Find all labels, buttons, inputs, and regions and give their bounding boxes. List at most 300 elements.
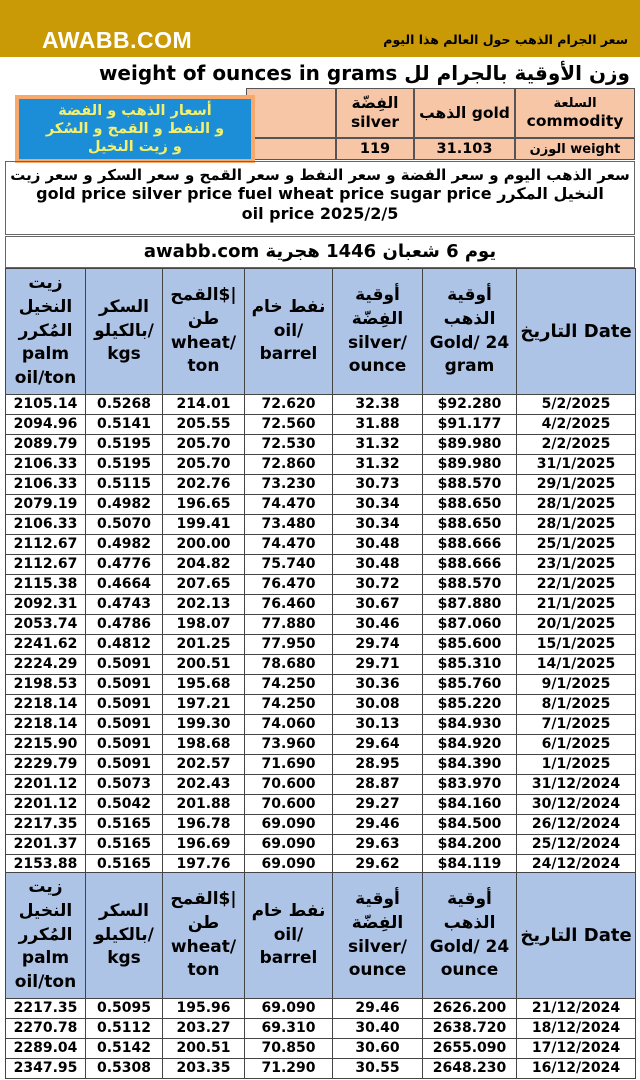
hijri-date-line: يوم 6 شعبان 1446 هجرية awabb.com [5, 236, 635, 268]
table-row [6, 615, 636, 635]
column-header-line: الفِضّة [351, 308, 404, 329]
cell-silver: 29.64 [333, 735, 423, 755]
cell-sugar: 0.5095 [86, 999, 163, 1019]
cell-gold: $89.980 [423, 435, 517, 455]
column-header-line: المُكرر [18, 924, 73, 945]
cell-wheat: 199.41 [163, 515, 245, 535]
cell-date: 15/1/2025 [517, 635, 636, 655]
cell-sugar: 0.5091 [86, 675, 163, 695]
cell-sugar: 0.5308 [86, 1059, 163, 1079]
cell-silver: 30.34 [333, 495, 423, 515]
cell-sugar: 0.5070 [86, 515, 163, 535]
column-header-oil [245, 269, 333, 395]
cell-gold: 2638.720 [423, 1019, 517, 1039]
cell-palm-oil: 2112.67 [6, 555, 86, 575]
column-header-line: kgs [107, 948, 141, 969]
cell-wheat: 201.25 [163, 635, 245, 655]
cell-sugar: 0.4786 [86, 615, 163, 635]
cell-sugar: 0.5165 [86, 855, 163, 875]
cell-palm-oil: 2217.35 [6, 999, 86, 1019]
silver-header-cell [336, 88, 414, 138]
cell-gold: $91.177 [423, 415, 517, 435]
cell-sugar: 0.5091 [86, 655, 163, 675]
empty-value-cell [246, 138, 336, 160]
column-header-line: أوقية [355, 284, 400, 305]
cell-sugar: 0.5115 [86, 475, 163, 495]
cell-date: 31/12/2024 [517, 775, 636, 795]
cell-gold: $88.650 [423, 515, 517, 535]
cell-date: 17/12/2024 [517, 1039, 636, 1059]
cell-palm-oil: 2053.74 [6, 615, 86, 635]
cell-oil: 74.470 [245, 495, 333, 515]
cell-oil: 71.290 [245, 1059, 333, 1079]
cell-oil: 69.090 [245, 815, 333, 835]
cell-date: 7/1/2025 [517, 715, 636, 735]
column-header-line: barrel [259, 344, 318, 365]
column-header-line: السكر [99, 296, 149, 317]
table-row [6, 1059, 636, 1079]
column-header-line: palm [21, 948, 70, 969]
cell-silver: 31.32 [333, 455, 423, 475]
cell-sugar: 0.4664 [86, 575, 163, 595]
cell-wheat: 196.65 [163, 495, 245, 515]
cell-palm-oil: 2079.19 [6, 495, 86, 515]
cell-sugar: 0.5165 [86, 815, 163, 835]
cell-date: 5/2/2025 [517, 395, 636, 415]
cell-date: 25/1/2025 [517, 535, 636, 555]
table-row [6, 595, 636, 615]
column-header-line: oil/ton [14, 972, 77, 993]
cell-oil: 72.620 [245, 395, 333, 415]
table-row [6, 1039, 636, 1059]
column-header-wheat [163, 269, 245, 395]
cell-silver: 30.13 [333, 715, 423, 735]
cell-sugar: 0.5091 [86, 755, 163, 775]
cell-gold: $88.650 [423, 495, 517, 515]
cell-wheat: 202.43 [163, 775, 245, 795]
commodity-label-ar: السلعة [553, 95, 597, 111]
cell-oil: 76.470 [245, 575, 333, 595]
cell-sugar: 0.5091 [86, 715, 163, 735]
cell-oil: 69.090 [245, 855, 333, 875]
cell-oil: 72.560 [245, 415, 333, 435]
cell-gold: $84.390 [423, 755, 517, 775]
table-row [6, 455, 636, 475]
cell-palm-oil: 2218.14 [6, 695, 86, 715]
cell-palm-oil: 2218.14 [6, 715, 86, 735]
cell-oil: 73.480 [245, 515, 333, 535]
promo-badge [15, 95, 255, 163]
cell-palm-oil: 2241.62 [6, 635, 86, 655]
cell-silver: 29.71 [333, 655, 423, 675]
column-header-line: الفِضّة [351, 912, 404, 933]
column-header-line: زيت [28, 273, 63, 293]
cell-wheat: 202.76 [163, 475, 245, 495]
cell-gold: $85.600 [423, 635, 517, 655]
cell-wheat: 204.82 [163, 555, 245, 575]
cell-gold: 2626.200 [423, 999, 517, 1019]
table-row [6, 999, 636, 1019]
table-row [6, 655, 636, 675]
cell-gold: $88.570 [423, 575, 517, 595]
cell-gold: $84.119 [423, 855, 517, 875]
silver-label-ar: الفِضّة [351, 94, 399, 113]
table-row [6, 535, 636, 555]
column-header-line: المُكرر [18, 320, 73, 341]
column-header-line: ounce [440, 960, 499, 981]
cell-date: 2/2/2025 [517, 435, 636, 455]
price-table-ounces [5, 872, 636, 1079]
header-subtitle: سعر الجرام الذهب حول العالم هذا اليوم [383, 32, 628, 47]
table-row [6, 755, 636, 775]
cell-sugar: 0.5195 [86, 455, 163, 475]
cell-palm-oil: 2270.78 [6, 1019, 86, 1039]
cell-oil: 78.680 [245, 655, 333, 675]
gold-weight-value: 31.103 [414, 138, 515, 160]
cell-palm-oil: 2201.12 [6, 795, 86, 815]
column-header-wheat [163, 873, 245, 999]
column-header-line: ton [187, 356, 220, 377]
cell-sugar: 0.5091 [86, 695, 163, 715]
cell-gold: $85.760 [423, 675, 517, 695]
cell-palm-oil: 2224.29 [6, 655, 86, 675]
cell-sugar: 0.4982 [86, 535, 163, 555]
column-header-line: التاريخ Date [520, 924, 632, 946]
cell-palm-oil: 2106.33 [6, 515, 86, 535]
column-header-sugar [86, 269, 163, 395]
cell-wheat: 203.27 [163, 1019, 245, 1039]
title-row [0, 57, 640, 89]
cell-date: 28/1/2025 [517, 495, 636, 515]
column-header-date [517, 873, 636, 999]
table-row [6, 695, 636, 715]
cell-oil: 73.960 [245, 735, 333, 755]
column-header-line: طن [187, 912, 220, 933]
cell-silver: 30.60 [333, 1039, 423, 1059]
table-row [6, 395, 636, 415]
cell-wheat: 205.55 [163, 415, 245, 435]
cell-palm-oil: 2347.95 [6, 1059, 86, 1079]
brand-logo-text: AWABB.COM [42, 27, 193, 53]
description-box [5, 161, 635, 235]
table-row [6, 515, 636, 535]
cell-sugar: 0.5165 [86, 835, 163, 855]
cell-gold: $84.160 [423, 795, 517, 815]
cell-oil: 71.690 [245, 755, 333, 775]
column-header-line: barrel [259, 948, 318, 969]
header-banner [0, 0, 640, 88]
cell-silver: 31.32 [333, 435, 423, 455]
cell-wheat: 200.51 [163, 655, 245, 675]
cell-silver: 30.67 [333, 595, 423, 615]
price-table-grams [5, 268, 636, 875]
page-title: وزن الأوقية بالجرام لل weight of ounces in grams [98, 61, 630, 85]
cell-gold: $84.920 [423, 735, 517, 755]
cell-wheat: 198.07 [163, 615, 245, 635]
cell-oil: 70.850 [245, 1039, 333, 1059]
cell-gold: $85.310 [423, 655, 517, 675]
cell-wheat: 203.35 [163, 1059, 245, 1079]
column-header-line: أوقية الذهب [443, 284, 496, 329]
column-header-line: طن [187, 308, 220, 329]
cell-silver: 30.40 [333, 1019, 423, 1039]
table-header-row [6, 269, 636, 395]
column-header-line: السكر [99, 900, 149, 921]
gold-label: الذهب gold [419, 103, 510, 122]
cell-silver: 30.48 [333, 535, 423, 555]
cell-date: 30/12/2024 [517, 795, 636, 815]
cell-date: 16/12/2024 [517, 1059, 636, 1079]
cell-date: 24/12/2024 [517, 855, 636, 875]
cell-date: 8/1/2025 [517, 695, 636, 715]
silver-weight-value: 119 [336, 138, 414, 160]
column-header-line: النخيل [18, 900, 73, 921]
cell-wheat: 196.78 [163, 815, 245, 835]
column-header-line: نفط خام [251, 900, 326, 921]
column-header-sugar [86, 873, 163, 999]
cell-silver: 29.46 [333, 999, 423, 1019]
cell-gold: $84.930 [423, 715, 517, 735]
cell-silver: 28.95 [333, 755, 423, 775]
empty-header-cell [246, 88, 336, 138]
cell-silver: 30.08 [333, 695, 423, 715]
column-header-line: القمح$| [170, 284, 237, 305]
table-row [6, 415, 636, 435]
cell-wheat: 205.70 [163, 435, 245, 455]
cell-silver: 30.73 [333, 475, 423, 495]
cell-oil: 70.600 [245, 775, 333, 795]
column-header-date [517, 269, 636, 395]
cell-date: 21/1/2025 [517, 595, 636, 615]
column-header-line: wheat/ [170, 936, 237, 957]
table-row [6, 495, 636, 515]
cell-date: 23/1/2025 [517, 555, 636, 575]
description-english-line-1: النخيل المكرر gold price silver price fuel wheat price sugar price [36, 184, 604, 203]
gold-header-cell [414, 88, 515, 138]
column-header-silver [333, 269, 423, 395]
cell-oil: 74.250 [245, 675, 333, 695]
cell-wheat: 198.68 [163, 735, 245, 755]
column-header-line: القمح$| [170, 888, 237, 909]
cell-wheat: 197.76 [163, 855, 245, 875]
column-header-line: ton [187, 960, 220, 981]
cell-wheat: 200.00 [163, 535, 245, 555]
cell-gold: $83.970 [423, 775, 517, 795]
cell-wheat: 199.30 [163, 715, 245, 735]
cell-gold: $87.880 [423, 595, 517, 615]
description-english-line-2: oil price 2025/2/5 [241, 204, 399, 223]
cell-date: 25/12/2024 [517, 835, 636, 855]
cell-date: 4/2/2025 [517, 415, 636, 435]
cell-oil: 74.250 [245, 695, 333, 715]
cell-palm-oil: 2198.53 [6, 675, 86, 695]
cell-oil: 77.950 [245, 635, 333, 655]
table-row [6, 475, 636, 495]
column-header-gold [423, 873, 517, 999]
table-row [6, 635, 636, 655]
cell-palm-oil: 2106.33 [6, 475, 86, 495]
promo-line: و زيت النخيل [88, 139, 182, 156]
column-header-line: silver/ [348, 936, 407, 957]
cell-sugar: 0.5141 [86, 415, 163, 435]
cell-palm-oil: 2229.79 [6, 755, 86, 775]
cell-palm-oil: 2106.33 [6, 455, 86, 475]
cell-silver: 28.87 [333, 775, 423, 795]
cell-date: 22/1/2025 [517, 575, 636, 595]
cell-gold: $89.980 [423, 455, 517, 475]
cell-date: 28/1/2025 [517, 515, 636, 535]
cell-wheat: 207.65 [163, 575, 245, 595]
cell-oil: 72.530 [245, 435, 333, 455]
column-header-line: oil/ [273, 924, 304, 945]
cell-sugar: 0.5042 [86, 795, 163, 815]
silver-label-en: silver [350, 113, 400, 131]
cell-palm-oil: 2094.96 [6, 415, 86, 435]
cell-silver: 29.63 [333, 835, 423, 855]
cell-sugar: 0.5112 [86, 1019, 163, 1039]
column-header-line: Gold/ 24 [429, 936, 510, 957]
cell-silver: 30.48 [333, 555, 423, 575]
cell-palm-oil: 2215.90 [6, 735, 86, 755]
cell-sugar: 0.5195 [86, 435, 163, 455]
column-header-line: النخيل [18, 296, 73, 317]
column-header-line: oil/ton [14, 368, 77, 389]
table-row [6, 555, 636, 575]
cell-wheat: 200.51 [163, 1039, 245, 1059]
table-row [6, 835, 636, 855]
cell-wheat: 195.68 [163, 675, 245, 695]
cell-sugar: 0.4982 [86, 495, 163, 515]
cell-silver: 30.72 [333, 575, 423, 595]
column-header-line: palm [21, 344, 70, 365]
cell-sugar: 0.4776 [86, 555, 163, 575]
cell-palm-oil: 2092.31 [6, 595, 86, 615]
column-header-line: Gold/ 24 [429, 332, 510, 353]
cell-oil: 73.230 [245, 475, 333, 495]
promo-line: أسعار الذهب و الفضة [58, 102, 212, 119]
cell-gold: $92.280 [423, 395, 517, 415]
cell-date: 18/12/2024 [517, 1019, 636, 1039]
cell-date: 21/12/2024 [517, 999, 636, 1019]
commodity-label-en: commodity [526, 111, 624, 130]
cell-silver: 29.46 [333, 815, 423, 835]
promo-line: و النفط و القمح و السُكر [45, 120, 225, 137]
cell-date: 14/1/2025 [517, 655, 636, 675]
cell-palm-oil: 2217.35 [6, 815, 86, 835]
cell-gold: 2648.230 [423, 1059, 517, 1079]
cell-gold: $84.200 [423, 835, 517, 855]
cell-palm-oil: 2289.04 [6, 1039, 86, 1059]
cell-date: 20/1/2025 [517, 615, 636, 635]
column-header-line: نفط خام [251, 296, 326, 317]
column-header-oil [245, 873, 333, 999]
column-header-line: زيت [28, 877, 63, 897]
column-header-line: بالكيلو/ [94, 924, 154, 945]
commodity-header-cell [515, 88, 635, 138]
cell-silver: 30.46 [333, 615, 423, 635]
column-header-line: gram [444, 356, 495, 377]
column-header-line: التاريخ Date [520, 320, 632, 342]
cell-gold: $88.666 [423, 555, 517, 575]
cell-gold: $88.570 [423, 475, 517, 495]
cell-gold: $85.220 [423, 695, 517, 715]
cell-wheat: 196.69 [163, 835, 245, 855]
column-header-line: أوقية الذهب [443, 888, 496, 933]
cell-oil: 75.740 [245, 555, 333, 575]
description-arabic: سعر الذهب اليوم و سعر الفضة و سعر النفط و سعر القمح و سعر السكر و سعر زيت [10, 166, 630, 184]
table-header-row [6, 873, 636, 999]
table-row [6, 575, 636, 595]
cell-palm-oil: 2112.67 [6, 535, 86, 555]
cell-wheat: 195.96 [163, 999, 245, 1019]
cell-palm-oil: 2153.88 [6, 855, 86, 875]
cell-palm-oil: 2089.79 [6, 435, 86, 455]
table-row [6, 795, 636, 815]
cell-oil: 70.600 [245, 795, 333, 815]
column-header-line: بالكيلو/ [94, 320, 154, 341]
column-header-silver [333, 873, 423, 999]
cell-silver: 31.88 [333, 415, 423, 435]
cell-wheat: 202.57 [163, 755, 245, 775]
cell-oil: 76.460 [245, 595, 333, 615]
column-header-line: ounce [348, 356, 407, 377]
cell-oil: 74.060 [245, 715, 333, 735]
table-row [6, 715, 636, 735]
cell-sugar: 0.5268 [86, 395, 163, 415]
cell-sugar: 0.4743 [86, 595, 163, 615]
cell-sugar: 0.5091 [86, 735, 163, 755]
column-header-line: silver/ [348, 332, 407, 353]
cell-gold: 2655.090 [423, 1039, 517, 1059]
cell-sugar: 0.5142 [86, 1039, 163, 1059]
cell-oil: 69.310 [245, 1019, 333, 1039]
table-row [6, 775, 636, 795]
cell-silver: 30.34 [333, 515, 423, 535]
cell-date: 9/1/2025 [517, 675, 636, 695]
table-row [6, 735, 636, 755]
cell-wheat: 205.70 [163, 455, 245, 475]
cell-gold: $84.500 [423, 815, 517, 835]
column-header-line: wheat/ [170, 332, 237, 353]
column-header-line: kgs [107, 344, 141, 365]
column-header-line: أوقية [355, 888, 400, 909]
cell-silver: 29.74 [333, 635, 423, 655]
cell-silver: 29.27 [333, 795, 423, 815]
cell-oil: 69.090 [245, 835, 333, 855]
column-header-line: ounce [348, 960, 407, 981]
table-row [6, 435, 636, 455]
table-row [6, 1019, 636, 1039]
cell-palm-oil: 2115.38 [6, 575, 86, 595]
cell-wheat: 201.88 [163, 795, 245, 815]
cell-date: 1/1/2025 [517, 755, 636, 775]
cell-date: 29/1/2025 [517, 475, 636, 495]
table-row [6, 675, 636, 695]
cell-date: 6/1/2025 [517, 735, 636, 755]
cell-gold: $88.666 [423, 535, 517, 555]
cell-silver: 30.36 [333, 675, 423, 695]
cell-wheat: 197.21 [163, 695, 245, 715]
cell-palm-oil: 2201.37 [6, 835, 86, 855]
cell-silver: 29.62 [333, 855, 423, 875]
column-header-gold [423, 269, 517, 395]
column-header-palm-oil [6, 873, 86, 999]
column-header-line: oil/ [273, 320, 304, 341]
cell-oil: 69.090 [245, 999, 333, 1019]
column-header-palm-oil [6, 269, 86, 395]
weight-label-cell: الوزن weight [515, 138, 635, 160]
cell-wheat: 214.01 [163, 395, 245, 415]
